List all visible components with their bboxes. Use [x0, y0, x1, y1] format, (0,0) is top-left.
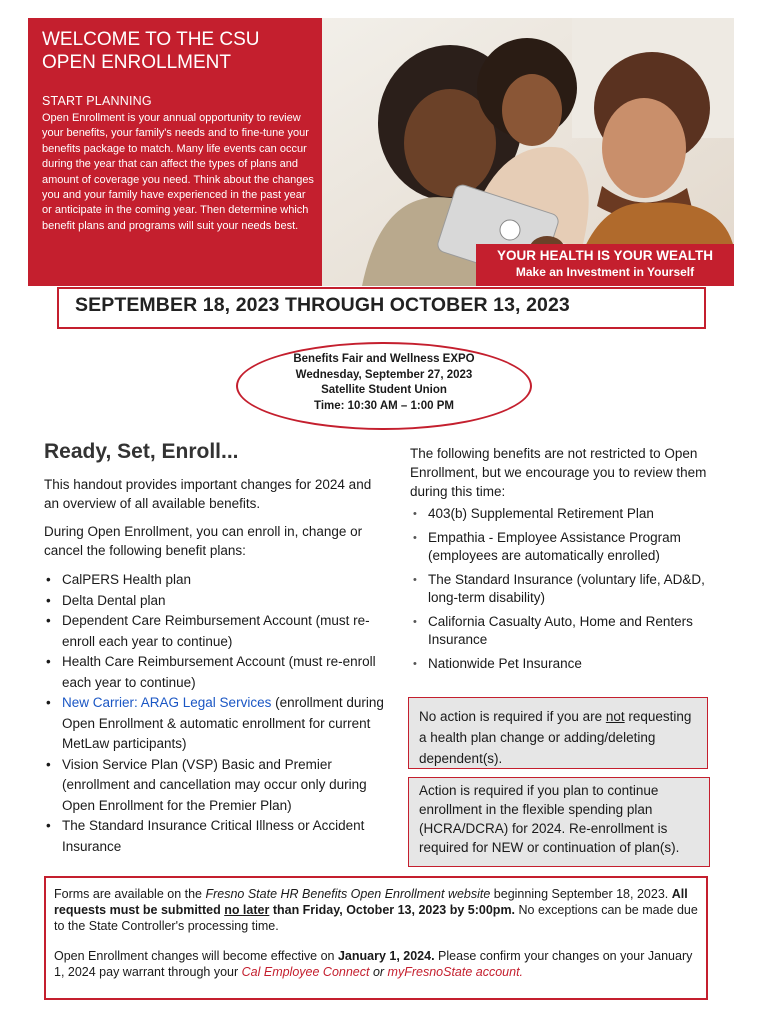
expo-oval: [236, 342, 532, 430]
unrestricted-benefit-list: [410, 505, 710, 673]
list-item: • Nationwide Pet Insurance: [410, 655, 710, 674]
list-item: • California Casualty Auto, Home and Renters Insurance: [410, 613, 710, 650]
not-emphasis: not: [605, 709, 625, 724]
no-action-text: No action is required if you are: [419, 709, 606, 724]
no-action-text-end: requesting a health plan change or adding/deleting dependent(s).: [419, 709, 692, 766]
banner-title-line1: WELCOME TO THE CSU: [42, 29, 260, 50]
tagline-box: [476, 244, 734, 286]
list-item: • Delta Dental plan: [44, 591, 389, 612]
unrestricted-intro: The following benefits are not restricted to Open Enrollment, but we encourage you to review them during this time:: [410, 446, 707, 499]
deadline-text: All requests must be submitted: [54, 887, 688, 917]
list-item: • The Standard Insurance (voluntary life, AD&D, long-term disability): [410, 571, 710, 608]
banner-title: [42, 28, 312, 74]
expo-location: Satellite Student Union: [321, 384, 447, 396]
expo-title: Benefits Fair and Wellness EXPO: [293, 353, 475, 365]
no-action-note: [408, 697, 708, 769]
arag-detail: (enrollment during Open Enrollment & automatic enrollment for current MetLaw participants): [62, 695, 384, 751]
effective-date: January 1, 2024.: [337, 949, 435, 963]
banner-body: Open Enrollment is your annual opportunity to review your benefits, your family's needs and to fine-tune your benefits package to match. Many life events can occur during the year that can affect the types of plans and amount of coverage you need. Think about the changes you and your family have experienced in the past year or anticipate in the coming year. Then determine which benefit plans and programs will suit your needs best.: [42, 112, 314, 232]
myfresnostate-link[interactable]: myFresnoState account.: [387, 965, 524, 979]
effective-paragraph: [54, 948, 698, 980]
action-required-note: Action is required if you plan to continue enrollment in the flexible spending plan (HCRA/DCRA) for 2024. Re-enrollment is required for NEW or continuation of plan(s).: [408, 777, 710, 867]
forms-paragraph: [54, 886, 698, 934]
list-item: • Vision Service Plan (VSP) Basic and Premier (enrollment and cancellation may occur only during Open Enrollment for the Premier Plan): [44, 755, 389, 817]
list-item: • Health Care Reimbursement Account (must re-enroll each year to continue): [44, 652, 389, 693]
banner-title-line2: OPEN ENROLLMENT: [42, 52, 231, 73]
list-item: [44, 693, 389, 755]
tagline-main: YOUR HEALTH IS YOUR WEALTH: [497, 248, 713, 263]
list-item: • CalPERS Health plan: [44, 570, 389, 591]
forms-text: Forms are available on the: [54, 887, 206, 901]
list-item: • The Standard Insurance Critical Illness or Accident Insurance: [44, 816, 389, 857]
confirm-text: Please confirm your changes on your January 1, 2024 pay warrant through your: [54, 949, 693, 979]
list-item: • Empathia - Employee Assistance Program (employees are automatically enrolled): [410, 529, 710, 566]
deadline-date: than Friday, October 13, 2023 by 5:00pm.: [269, 903, 516, 917]
list-item: • Dependent Care Reimbursement Account (must re-enroll each year to continue): [44, 611, 389, 652]
tagline-sub: Make an Investment in Yourself: [515, 265, 695, 279]
right-column: [410, 444, 710, 678]
effective-text: Open Enrollment changes will become effective on: [54, 949, 338, 963]
arag-link[interactable]: New Carrier: ARAG Legal Services: [62, 695, 272, 710]
cal-employee-connect-link[interactable]: Cal Employee Connect: [241, 965, 370, 979]
no-later-emphasis: no later: [224, 903, 270, 917]
section-heading: Ready, Set, Enroll...: [44, 440, 239, 463]
banner-subtitle: START PLANNING: [42, 94, 152, 108]
intro-paragraph: This handout provides important changes for 2024 and an overview of all available benefits.: [44, 477, 372, 511]
expo-date: Wednesday, September 27, 2023: [295, 368, 473, 381]
left-column: [44, 440, 389, 857]
expo-time: Time: 10:30 AM – 1:00 PM: [314, 399, 454, 412]
enrollment-dates: SEPTEMBER 18, 2023 THROUGH OCTOBER 13, 2023: [57, 287, 706, 329]
enroll-plan-list: [44, 570, 389, 857]
forms-date-text: beginning September 18, 2023.: [490, 887, 672, 901]
footer-notice: [44, 876, 708, 1000]
list-item: • 403(b) Supplemental Retirement Plan: [410, 505, 710, 524]
hr-website-link[interactable]: Fresno State HR Benefits Open Enrollment website: [205, 887, 491, 901]
exceptions-text: No exceptions can be made due to the State Controller's processing time.: [54, 903, 698, 933]
or-text: or: [369, 965, 388, 979]
during-paragraph: During Open Enrollment, you can enroll in, change or cancel the following benefit plans:: [44, 524, 363, 558]
